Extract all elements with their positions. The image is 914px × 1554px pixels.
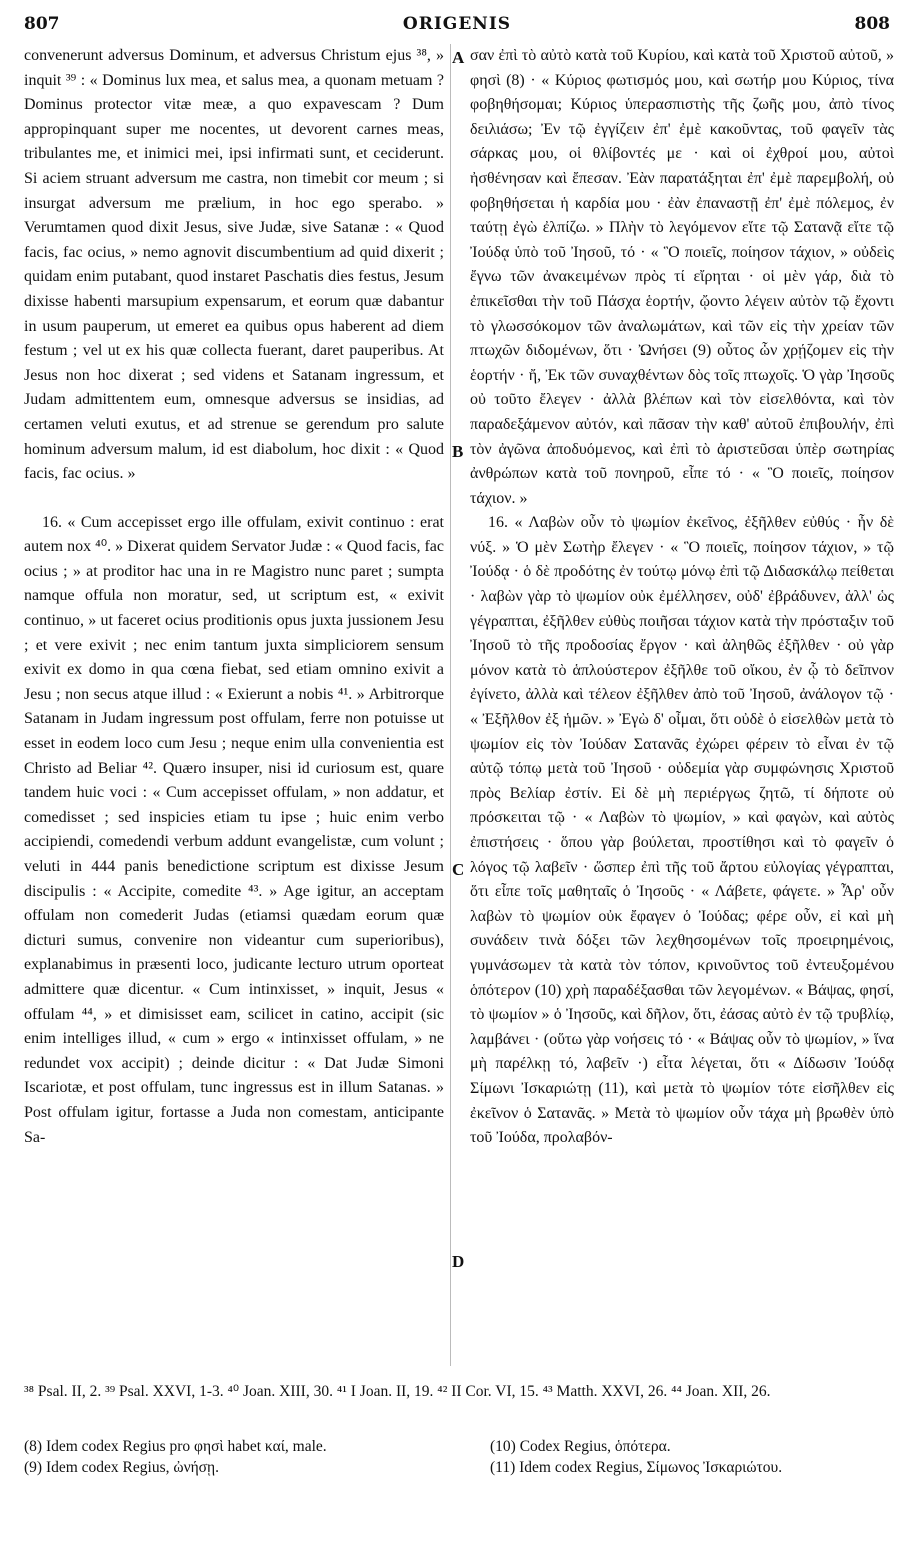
footnote-9: (9) Idem codex Regius, ὠνήσῃ. xyxy=(24,1459,220,1476)
margin-letter-a: A xyxy=(452,48,465,67)
footnotes-left xyxy=(24,1436,444,1478)
greek-paragraph-1: σαν ἐπὶ τὸ αὐτὸ κατὰ τοῦ Κυρίου, καὶ κατὰ τοῦ Χριστοῦ αὐτοῦ, » φησὶ (8) · « Κύριος φωτισμός μου, καὶ σωτήρ μου Κύριος, τίνα φοβηθήσομαι; Κύριος ὑπερασπιστὴς τῆς ζωῆς μου, ἀπὸ τίνος δειλιάσω; Ἐν τῷ ἐγγίζειν ἐπ' ἐμὲ κακοῦντας, τοῦ φαγεῖν τὰς σάρκας μου, οἱ θλίβοντές με · καὶ οἱ ἐχθροί μου, αὐτοὶ ἠσθένησαν καὶ ἔπεσαν. Ἐὰν παρατάξηται ἐπ' ἐμὲ παρεμβολή, οὐ φοβηθήσεται ἡ καρδία μου · ἐὰν ἐπαναστῇ ἐπ' ἐμὲ πόλεμος, ἐν ταύτῃ ἐγὼ ἐλπίζω. » Πλὴν τὸ λεγόμενον εἴτε τῷ Σατανᾷ εἴτε τῷ Ἰούδᾳ ὑπὸ τοῦ Ἰησοῦ, τό · « Ὃ ποιεῖς, ποίησον τάχιον, » οὐδεὶς ἔγνω τῶν ἀνακειμένων πρὸς τί εἴρηται · οἱ μὲν γάρ, διὰ τὸ ἐπικεῖσθαι τὴν τοῦ Πάσχα ἑορτήν, ᾤοντο λέγειν αὐτὸν τῷ ἔχοντι τὸ γλωσσόκομον τῶν ἀναλωμάτων, καὶ τῶν εἰς τὴν χρείαν τῶν πτωχῶν διδομένων, ὅτι · Ὠνήσει (9) οὗτος ὧν χρῄζομεν εἰς τὴν ἑορτήν · ἤ, Ἐκ τῶν συναχθέντων δὸς τοῖς πτωχοῖς. Ὁ γὰρ Ἰησοῦς οὐ τοῦτο ἔλεγεν · ἀλλὰ βλέπων καὶ τὸν εἰσελθόντα, καὶ τὸν παραδεξάμενον αὐτόν, καὶ πᾶσαν τὴν καθ' αὐτοῦ ἐπιβουλήν, ἐπὶ τὸν ἀγῶνα ἀποδυόμενος, καὶ ἐπὶ τὸ ἀριστεῦσαι ὑπὲρ σωτηρίας ἀνθρώπων κατὰ τοῦ πονηροῦ, εἶπε τό · « Ὃ ποιεῖς, ποίησον τάχιον. » xyxy=(470,47,894,507)
greek-column xyxy=(470,44,894,1151)
footnote-10: (10) Codex Regius, ὁπότερα. xyxy=(490,1438,671,1455)
margin-letter-d: D xyxy=(452,1252,465,1271)
page-number-left: 807 xyxy=(24,14,60,34)
scripture-references: ³⁸ Psal. II, 2. ³⁹ Psal. XXVI, 1-3. ⁴⁰ Joan. XIII, 30. ⁴¹ I Joan. II, 19. ⁴² II Cor. VI, 15. ⁴³ Matth. XXVI, 26. ⁴⁴ Joan. XII, 26. xyxy=(24,1383,771,1400)
latin-column xyxy=(24,44,444,1150)
margin-letter-c: C xyxy=(452,860,465,879)
column-divider xyxy=(450,44,451,1366)
footnote-11: (11) Idem codex Regius, Σίμωνος Ἰσκαριώτου. xyxy=(490,1459,783,1476)
running-title: ORIGENIS xyxy=(402,14,512,34)
page-header xyxy=(24,14,890,38)
margin-letter-b: B xyxy=(452,442,464,461)
latin-paragraph-2: 16. « Cum accepisset ergo ille offulam, exivit continuo : erat autem nox ⁴⁰. » Dixerat quidem Servator Judæ : « Quod facis, fac ocius ; » at proditor hac una in re Magistro nunc paret ; sumpta namque offula non moratur, sed, ut scriptum est, « exivit continuo, » ut faceret ocius proditionis opus juxta jussionem Jesu ; et vere exivit ; nec enim tantum juxta simpliciorem sensum exivit ex domo in qua cœna fiebat, sed etiam omnino exivit a Jesu ; non secus atque illud : « Exierunt a nobis ⁴¹. » Arbitrorque Satanam in Judam ingressum post offulam, ferre non potuisse ut esset in eodem loco cum Jesu ; neque enim ulla convenientia est Christo ad Beliar ⁴². Quæro insuper, nisi id curiosum est, quare tandem huic voci : « Cum accepisset offulam, » non addatur, et comedisset ; sed inspicies etiam tu ipse ; huic enim verbo accipiendi, comedendi verbum addunt evangelistæ, cum volunt ; veluti in 444 panis benedictione scriptum est dixisse Jesum discipulis : « Accipite, comedite ⁴³. » Age igitur, an acceptam offulam non comederit Judas (etiamsi quædam eorum quæ dicturi sumus, convenire non videantur cum superioribus), explanabimus in præsenti loco, judicante lecturo utrum oporteat admittere quæ dicentur. « Cum intinxisset, » inquit, Jesus « offulam ⁴⁴, » et dimisisset eam, scilicet in catino, accipit (sic enim intelliges illud, « cum » ergo « intinxisset offulam, » ne redundet vox accipit) ; deinde dicitur : « Dat Judæ Simoni Iscariotæ, et post offulam, tunc ingressus est in illum Satanas. » Post offulam igitur, fortasse a Juda non comestam, anticipante Sa- xyxy=(24,513,444,1146)
footnotes-right xyxy=(490,1436,894,1478)
footnote-8: (8) Idem codex Regius pro φησὶ habet καί, male. xyxy=(24,1438,327,1455)
page-number-right: 808 xyxy=(854,14,890,34)
greek-paragraph-2: 16. « Λαβὼν οὖν τὸ ψωμίον ἐκεῖνος, ἐξῆλθεν εὐθύς · ἦν δὲ νύξ. » Ὁ μὲν Σωτὴρ ἔλεγεν · « Ὃ ποιεῖς, ποίησον τάχιον, » τῷ Ἰούδᾳ · ὁ δὲ προδότης ἐν τούτῳ μόνῳ ἐπὶ τῷ Διδασκάλῳ πείθεται · λαβὼν γὰρ τὸ ψωμίον οὐκ ἐμέλλησεν, οὐδ' ἐβράδυνεν, ἀλλ' ὡς γέγραπται, ἐξῆλθεν εὐθὺς ποιῆσαι τάχιον κατὰ τὴν πρόσταξιν τοῦ Ἰησοῦ τὸ τῆς προδοσίας ἔργον · καὶ ἀληθῶς ἐξῆλθεν · οὐ γὰρ μόνον κατὰ τὸ ἁπλούστερον ἐξῆλθε τοῦ οἴκου, ἐν ᾧ τὸ δεῖπνον ἐγίνετο, ἀλλὰ καὶ τέλεον ἐξῆλθεν ἀπὸ τοῦ Ἰησοῦ, ἀνάλογον τῷ · « Ἐξῆλθον ἐξ ἡμῶν. » Ἐγὼ δ' οἶμαι, ὅτι οὐδὲ ὁ εἰσελθὼν μετὰ τὸ ψωμίον εἰς τὸν Ἰούδαν Σατανᾶς ἐχώρει φέρειν τὸ εἶναι ἐν τῷ αὐτῷ τόπῳ μετὰ τοῦ Ἰησοῦ · οὐδεμία γὰρ συμφώνησις Χριστοῦ πρὸς Βελίαρ ἐστίν. Εἰ δὲ μὴ περιέργως ζητῶ, τί δήποτε οὐ πρόσκειται τῷ · « Λαβὼν τὸ ψωμίον, » καὶ φαγὼν, καὶ αὐτὸς ἐπιστήσεις · ὅπου γὰρ βούλεται, προστίθησι καὶ τὸ φαγεῖν ὁ λόγος τῷ λαβεῖν · ὥσπερ ἐπὶ τῆς τοῦ ἄρτου εὐλογίας γέγραπται, ὅτι εἶπε τοῖς μαθηταῖς ὁ Ἰησοῦς · « Λάβετε, φάγετε. » Ἆρ' οὖν λαβὼν τὸ ψωμίον οὐκ ἔφαγεν ὁ Ἰούδας; φέρε οὖν, εἰ καὶ μὴ συνάδειν τινὰ δόξει τῶν λεχθησομένων τοῖς προειρημένοις, γυμνάσωμεν τὰ κατὰ τὸν τόπον, κρινοῦντος τοῦ ἐντευξομένου ὁπότερον (10) χρὴ παραδέξασθαι τῶν λεγομένων. « Βάψας, φησί, τὸ ψωμίον » ὁ Ἰησοῦς, καὶ δῆλον, ὅτι, ἐάσας αὐτὸ ἐν τῷ τρυβλίῳ, λαμβάνει · (οὕτω γὰρ νοήσεις τό · « Βάψας οὖν τὸ ψωμίον, » ἵνα μὴ παρέλκῃ τό, λαβεῖν ·) εἶτα λέγεται, ὅτι « Δίδωσιν Ἰούδᾳ Σίμωνι Ἰσκαριώτῃ (11), καὶ μετὰ τὸ ψωμίον τότε εἰσῆλθεν εἰς ἐκεῖνον ὁ Σατανᾶς. » Μετὰ τὸ ψωμίον οὖν τάχα μὴ βρωθὲν ὑπὸ τοῦ Ἰούδα, προλαβόν- xyxy=(470,514,894,1147)
latin-paragraph-1: convenerunt adversus Dominum, et adversus Christum ejus ³⁸, » inquit ³⁹ : « Dominus lux mea, et salus mea, a quonam metuam ? Dominus protector vitæ meæ, a quo expavescam ? Dum appropinquant super me nocentes, ut devorent carnes meas, tribulantes me, et inimici mei, ipsi infirmati sunt, et ceciderunt. Si aciem struant adversum me castra, non timebit cor meum ; si insurgat adversum me prælium, in hoc ego sperabo. » Verumtamen quod dixit Jesus, sive Judæ, sive Satanæ : « Quod facis, fac ocius, » nemo agnovit discumbentium ad quid dixerit ; quidam enim putabant, quod instaret Paschatis dies festus, Jesum dixisse habenti marsupium expensarum, et eorum quæ dabantur in usum pauperum, ut emeret ea quibus opus haberent ad diem festum ; vel ut ex his quæ collecta fuerant, daret pauperibus. At Jesus non hoc dixerat ; sed videns et Satanam ingressum, et Judam admittentem eum, omnesque adversus se insidias, ad certamen veluti exutus, et ad strenue se gerendum pro salute hominum adversum malum, id est diabolum, hoc dixit : « Quod facis, fac ocius. » xyxy=(24,47,444,483)
